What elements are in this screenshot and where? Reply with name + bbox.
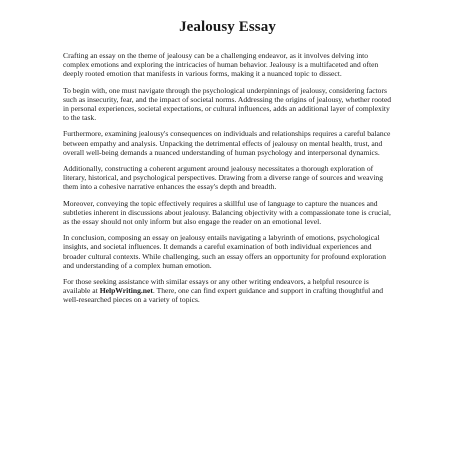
resource-text-before: For those seeking assistance with similar essays or any other writing endeavors, a helpful resource is available at bbox=[63, 277, 369, 296]
paragraph-consequences: Furthermore, examining jealousy's consequences on individuals and relationships requires a careful balance between empathy and analysis. Unpacking the detrimental effects of jealousy on mental health, trust, and overall well-being demands a nuanced understanding of human psychology and interpersonal dynamics. bbox=[63, 129, 391, 157]
paragraph-argument: Additionally, constructing a coherent argument around jealousy necessitates a thorough exploration of literary, historical, and psychological perspectives. Drawing from a diverse range of sources and weaving them into a cohesive narrative enhances the essay's depth and breadth. bbox=[63, 164, 384, 192]
page-title: Jealousy Essay bbox=[179, 19, 276, 35]
paragraph-language: Moreover, conveying the topic effectively requires a skillful use of language to capture the nuances and subtleties inherent in discussions about jealousy. Balancing objectivity with a compassionate tone is crucial, as the essay should not only inform but also engage the reader on an emotional level. bbox=[63, 198, 391, 227]
resource-text-after: . There, one can find expert guidance and support in crafting thoughtful and well-researched pieces on a variety of topics. bbox=[63, 286, 384, 305]
paragraph-intro: Crafting an essay on the theme of jealousy can be a challenging endeavor, as it involves delving into complex emotions and exploring the intricacies of human behavior. Jealousy is a multifaceted and often deeply rooted emotion that manifests in various forms, making it a nuanced topic to dissect. bbox=[63, 51, 379, 79]
paragraph-conclusion: In conclusion, composing an essay on jealousy entails navigating a labyrinth of emotions, psychological insights, and societal influences. It demands a careful examination of both individual experiences and broader cultural contexts. While challenging, such an essay offers an opportunity for profound exploration and understanding of a complex human emotion. bbox=[63, 233, 386, 270]
paragraph-psychology: To begin with, one must navigate through the psychological underpinnings of jealousy, considering factors such as insecurity, fear, and the impact of societal norms. Addressing the origins of jealousy, whether rooted in personal experiences, societal expectations, or cultural influences, adds an additional layer of complexity to the task. bbox=[63, 85, 392, 123]
resource-link[interactable]: HelpWriting.net bbox=[99, 286, 153, 296]
paragraph-resource bbox=[63, 277, 392, 305]
